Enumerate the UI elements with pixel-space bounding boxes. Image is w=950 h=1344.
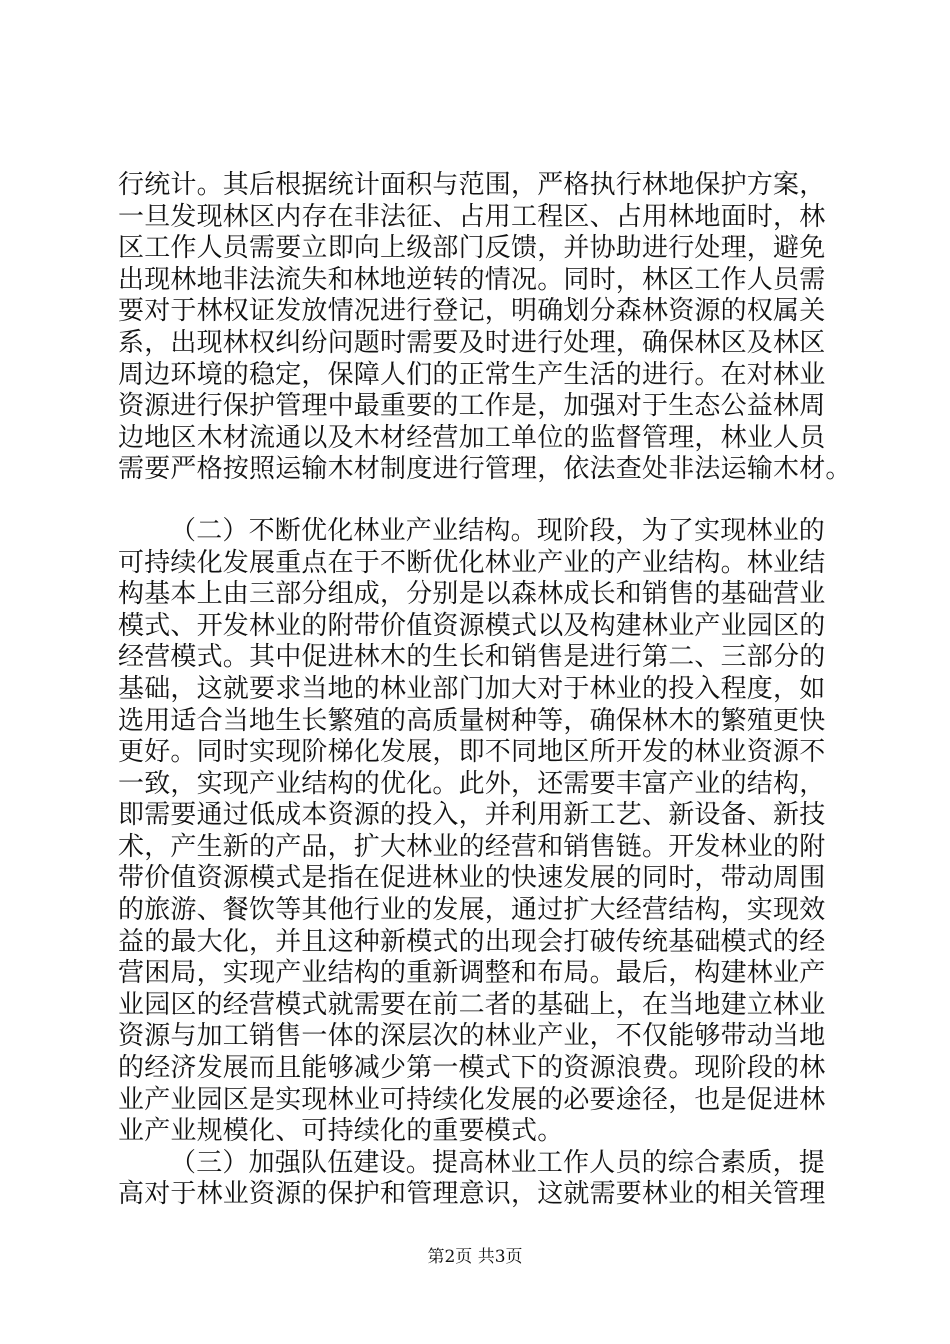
text-line: 一旦发现林区内存在非法征、占用工程区、占用林地面时，林: [118, 201, 826, 232]
text-line: 构基本上由三部分组成，分别是以森林成长和销售的基础营业: [118, 579, 826, 610]
text-line: 益的最大化，并且这种新模式的出现会打破传统基础模式的经: [118, 926, 826, 957]
text-line: 资源与加工销售一体的深层次的林业产业，不仅能够带动当地: [118, 1021, 826, 1052]
text-line: 业产业园区是实现林业可持续化发展的必要途径，也是促进林: [118, 1084, 826, 1115]
text-line: 更好。同时实现阶梯化发展，即不同地区所开发的林业资源不: [118, 737, 826, 768]
text-line: 的经济发展而且能够减少第一模式下的资源浪费。现阶段的林: [118, 1053, 826, 1084]
text-line: 基础，这就要求当地的林业部门加大对于林业的投入程度，如: [118, 673, 826, 704]
text-line: 营困局，实现产业结构的重新调整和布局。最后，构建林业产: [118, 958, 826, 989]
text-line: 术，产生新的产品，扩大林业的经营和销售链。开发林业的附: [118, 831, 826, 862]
text-line: 带价值资源模式是指在促进林业的快速发展的同时，带动周围: [118, 863, 826, 894]
text-line: 要对于林权证发放情况进行登记，明确划分森林资源的权属关: [118, 296, 826, 327]
paragraph-1: [118, 170, 852, 486]
document-body: [118, 170, 852, 1211]
text-line: 边地区木材流通以及木材经营加工单位的监督管理，林业人员: [118, 422, 826, 453]
text-line: 高对于林业资源的保护和管理意识，这就需要林业的相关管理: [118, 1179, 826, 1210]
text-line: 业产业规模化、可持续化的重要模式。: [118, 1116, 564, 1147]
text-line: 的旅游、餐饮等其他行业的发展，通过扩大经营结构，实现效: [118, 895, 826, 926]
text-line: 即需要通过低成本资源的投入，并利用新工艺、新设备、新技: [118, 800, 826, 831]
text-line: 业园区的经营模式就需要在前二者的基础上，在当地建立林业: [118, 989, 826, 1020]
text-line: 出现林地非法流失和林地逆转的情况。同时，林区工作人员需: [118, 264, 826, 295]
paragraph-2: [118, 516, 834, 1148]
text-line: 经营模式。其中促进林木的生长和销售是进行第二、三部分的: [118, 642, 826, 673]
text-line: 选用适合当地生长繁殖的高质量树种等，确保林木的繁殖更快: [118, 705, 826, 736]
text-line: （二）不断优化林业产业结构。现阶段，为了实现林业的: [170, 515, 826, 546]
text-line: （三）加强队伍建设。提高林业工作人员的综合素质，提: [170, 1147, 826, 1178]
text-line: 一致，实现产业结构的优化。此外，还需要丰富产业的结构，: [118, 768, 826, 799]
text-line: 周边环境的稳定，保障人们的正常生产生活的进行。在对林业: [118, 359, 826, 390]
text-line: 可持续化发展重点在于不断优化林业产业的产业结构。林业结: [118, 547, 826, 578]
paragraph-3: [118, 1148, 834, 1211]
text-line: 行统计。其后根据统计面积与范围，严格执行林地保护方案，: [118, 170, 826, 200]
paragraph-spacer: [118, 486, 834, 516]
page-footer: 第2页 共3页: [427, 1247, 523, 1267]
text-line: 系，出现林权纠纷问题时需要及时进行处理，确保林区及林区: [118, 327, 826, 358]
text-line: 模式、开发林业的附带价值资源模式以及构建林业产业园区的: [118, 610, 826, 641]
text-line: 区工作人员需要立即向上级部门反馈，并协助进行处理，避免: [118, 233, 826, 264]
text-line: 需要严格按照运输木材制度进行管理，依法查处非法运输木材。: [118, 454, 852, 485]
text-line: 资源进行保护管理中最重要的工作是，加强对于生态公益林周: [118, 391, 826, 422]
